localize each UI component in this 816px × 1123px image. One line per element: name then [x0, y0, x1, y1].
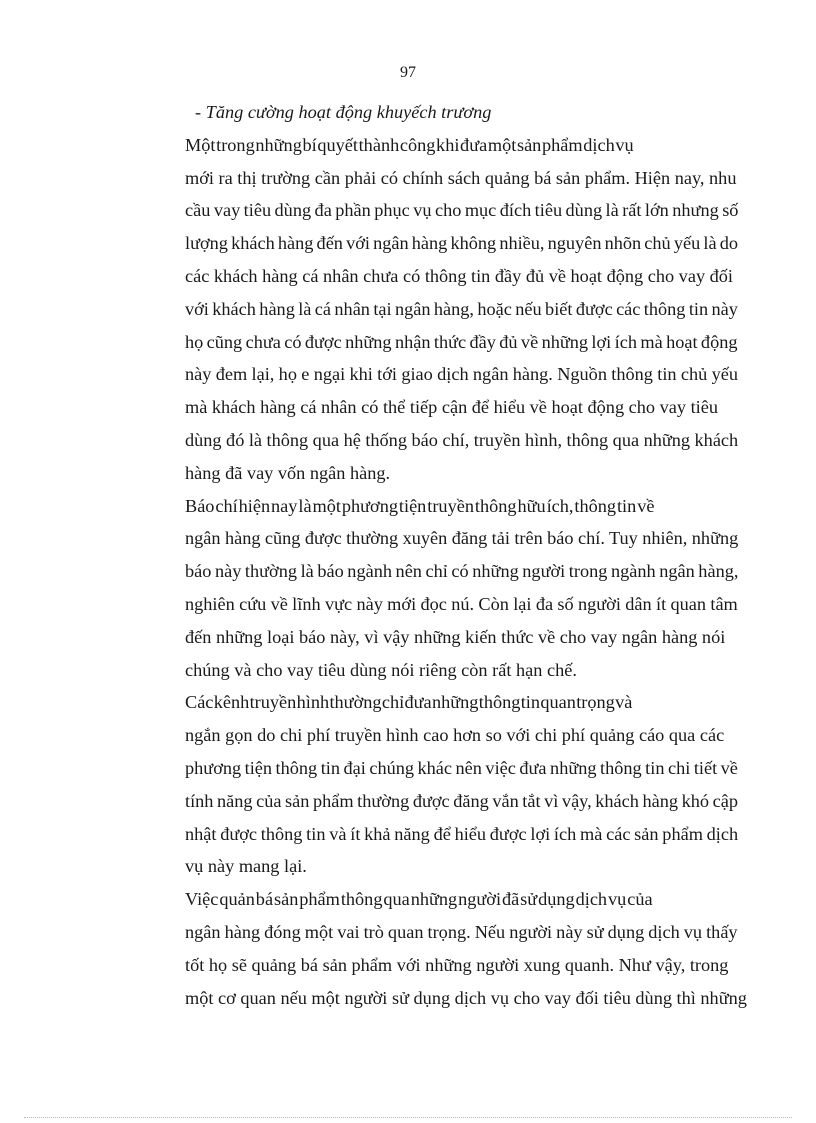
footer-divider	[24, 1117, 792, 1118]
text-line: phương tiện thông tin đại chúng khác nên việc đưa những thông tin chi tiết về	[185, 757, 738, 778]
page-number: 97	[400, 64, 416, 81]
text-line: ngân hàng cũng được thường xuyên đăng tải trên báo chí. Tuy nhiên, những	[185, 528, 739, 549]
text-line: lượng khách hàng đến với ngân hàng không nhiều, nguyên nhõn chủ yếu là do	[185, 233, 738, 254]
text-line: nghiên cứu về lĩnh vực này mới đọc nú. Còn lại đa số người dân ít quan tâm	[185, 593, 738, 614]
text-line: này đem lại, họ e ngại khi tới giao dịch ngân hàng. Nguồn thông tin chủ yếu	[185, 364, 738, 385]
text-line: họ cũng chưa có được những nhận thức đầy đủ về những lợi ích mà hoạt động	[185, 331, 738, 352]
paragraph	[134, 883, 747, 1014]
paragraph	[134, 686, 738, 883]
text-line: cầu vay tiêu dùng đa phần phục vụ cho mục đích tiêu dùng là rất lớn nhưng số	[185, 200, 739, 221]
text-line: các khách hàng cá nhân chưa có thông tin đầy đủ về hoạt động cho vay đối	[185, 265, 734, 286]
text-line: báo này thường là báo ngành nên chỉ có những người trong ngành ngân hàng,	[185, 561, 739, 582]
text-line: Các kênh truyền hình thường chỉ đưa những thông tin quan trọng và	[185, 692, 633, 713]
text-line: Báo chí hiện nay là một phương tiện truyền thông hữu ích, thông tin về	[185, 495, 655, 516]
paragraph	[134, 490, 738, 687]
text-line: Một trong những bí quyết thành công khi đưa một sản phẩm dịch vụ	[185, 134, 634, 155]
text-line: tốt họ sẽ quảng bá sản phẩm với những người xung quanh. Như vậy, trong	[185, 954, 729, 975]
text-line: tính năng của sản phẩm thường được đăng vắn tắt vì vậy, khách hàng khó cập	[185, 790, 738, 811]
text-line: một cơ quan nếu một người sử dụng dịch vụ cho vay đối tiêu dùng thì những	[185, 987, 747, 1008]
text-line: đến những loại báo này, vì vậy những kiến thức về cho vay ngân hàng nói	[185, 626, 726, 647]
text-line: hàng đã vay vốn ngân hàng.	[185, 462, 391, 483]
text-line: Việc quản bá sản phẩm thông qua những người đã sử dụng dịch vụ của	[185, 889, 653, 910]
text-line: mà khách hàng cá nhân có thể tiếp cận để hiểu về hoạt động cho vay tiêu	[185, 397, 719, 418]
paragraph-list	[134, 129, 747, 1015]
text-line: ngắn gọn do chi phí truyền hình cao hơn so với chi phí quảng cáo qua các	[185, 725, 725, 746]
text-line: ngân hàng đóng một vai trò quan trọng. Nếu người này sử dụng dịch vụ thấy	[185, 921, 738, 942]
paragraph	[134, 129, 738, 490]
text-line: mới ra thị trường cần phải có chính sách quảng bá sản phẩm. Hiện nay, nhu	[185, 167, 737, 188]
section-heading: - Tăng cường hoạt động khuyếch trương	[195, 102, 492, 122]
text-line: nhật được thông tin và ít khả năng để hiểu được lợi ích mà các sản phẩm dịch	[185, 823, 739, 844]
text-line: dùng đó là thông qua hệ thống báo chí, truyền hình, thông qua những khách	[185, 429, 739, 450]
document-body	[134, 96, 747, 1014]
text-line: chúng và cho vay tiêu dùng nói riêng còn rất hạn chế.	[185, 659, 577, 680]
text-line: vụ này mang lại.	[185, 856, 307, 877]
text-line: với khách hàng là cá nhân tại ngân hàng, hoặc nếu biết được các thông tin này	[185, 298, 738, 319]
